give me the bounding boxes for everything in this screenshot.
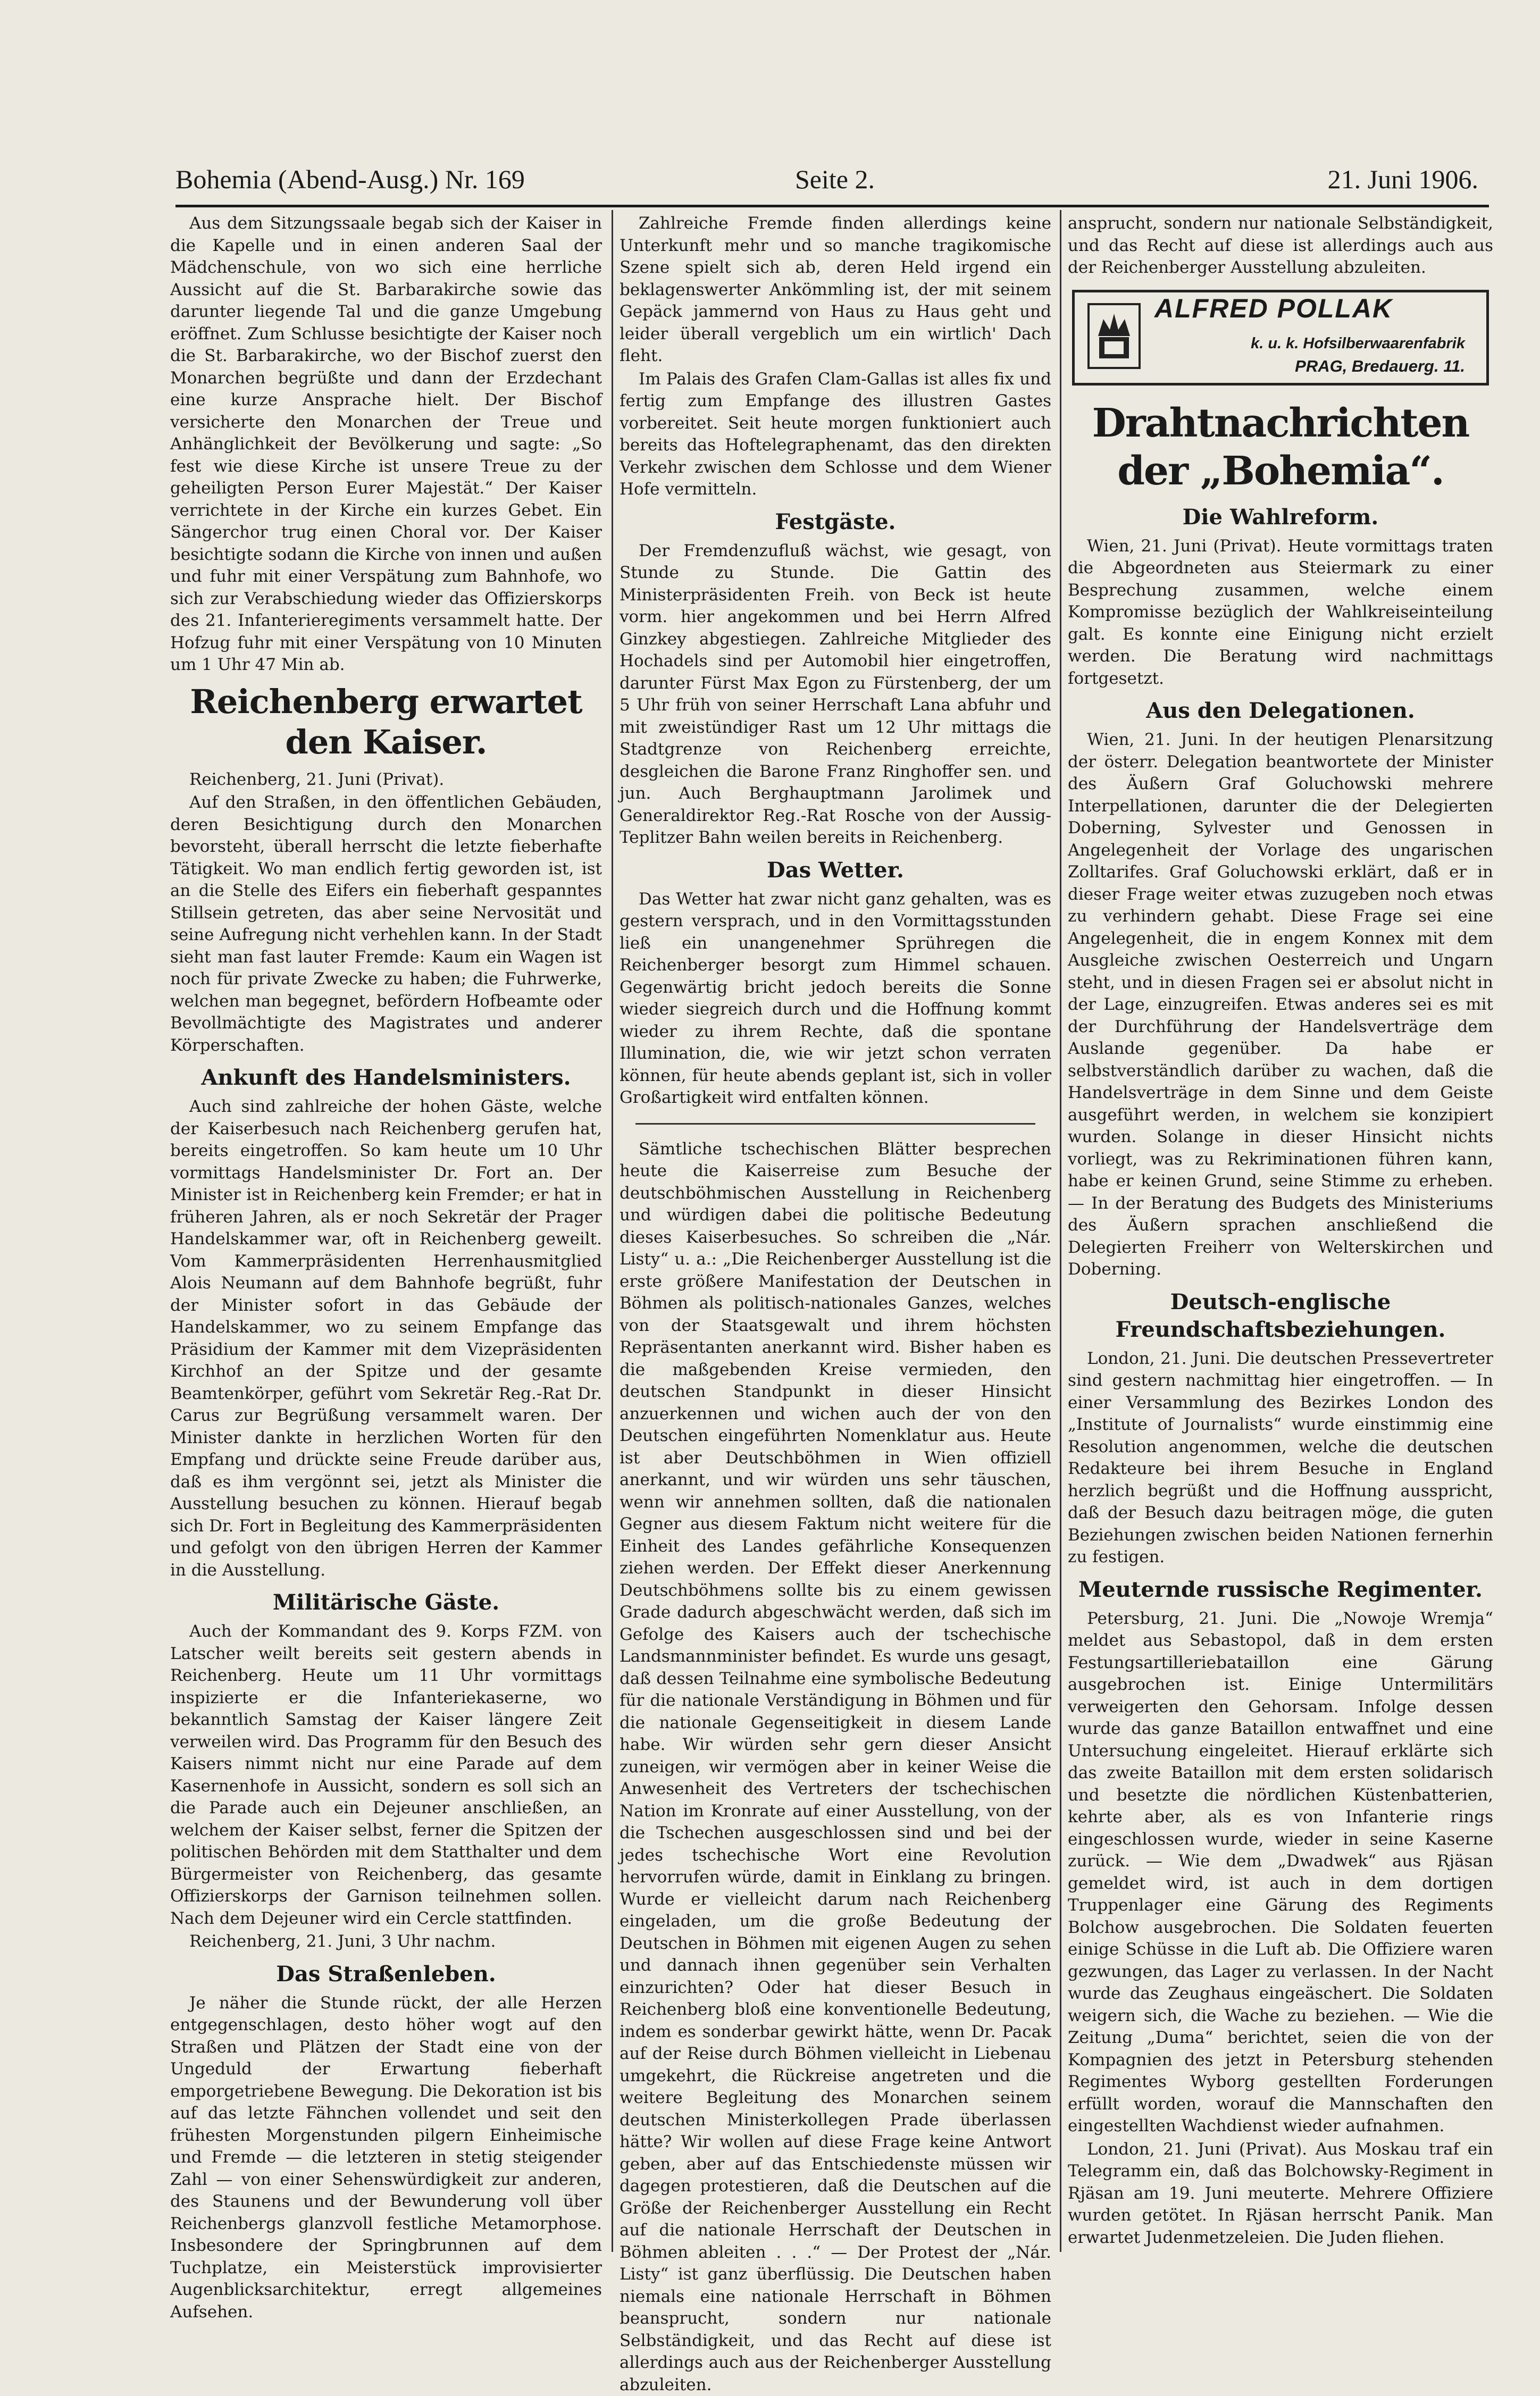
col1-paragraph-3: Auch sind zahlreiche der hohen Gäste, welche der Kaiserbesuch nach Reichenberg gerufen hat, bereits eingetroffen. So kam heute um 10 Uhr vormittags Handelsminister Dr. Fort an. Der Minister ist in Reichenberg kein Fremder; er hat in früheren Jahren, als er noch Sekretär der Prager Handelskammer war, oft in Reichenberg geweilt. Vom Kammerpräsidenten Herrenhausmitglied Alois Neumann auf dem Bahnhofe begrüßt, fuhr der Minister sofort in das Gebäude der Handelskammer, wo zu seinem Empfange das Präsidium der Kammer mit dem Vizepräsidenten Kirchhof an der Spitze und der gesamte Beamtenkörper, geführt vom Sekretär Reg.-Rat Dr. Carus zur Begrüßung versammelt waren. Der Minister dankte in herzlichen Worten für den Empfang und drückte seine Freude darüber aus, daß es ihm vergönnt sei, jetzt als Minister die Ausstellung besuchen zu können. Hierauf begab sich Dr. Fort in Begleitung des Kammerpräsidenten und gefolgt von den übrigen Herren der Kammer in die Ausstellung.	[170, 1096, 602, 1581]
section-heading-festgaeste: Festgäste.	[620, 508, 1051, 536]
section-divider	[635, 1123, 1035, 1125]
section-heading-handelsminister: Ankunft des Handelsministers.	[170, 1064, 602, 1092]
column-3	[1068, 213, 1493, 2255]
advertisement-box	[1072, 290, 1489, 386]
advertiser-address: PRAG, Bredauerg. 11.	[1295, 355, 1465, 378]
section-heading-wetter: Das Wetter.	[620, 857, 1051, 884]
col2-paragraph-4: Das Wetter hat zwar nicht ganz gehalten, was es gestern versprach, und in den Vormittagsstunden ließ ein unangenehmer Sprühregen die Reichenberger besorgt zum Himmel schauen. Gegenwärtig bricht jedoch bereits die Sonne wieder siegreich durch und die Hoffnung kommt wieder zu ihrem Rechte, daß die spontane Illumination, die, wie wir jetzt schon verraten können, für heute abends geplant ist, sich in voller Großartigkeit wird entfalten können.	[620, 889, 1051, 1109]
column-rule-2	[1060, 210, 1061, 2252]
col2-paragraph-5: Sämtliche tschechischen Blätter besprechen heute die Kaiserreise zum Besuche der deutschböhmischen Ausstellung in Reichenberg und würdigen dabei die politische Bedeutung dieses Kaiserbesuches. So schreiben die „Nár. Listy“ u. a.: „Die Reichenberger Ausstellung ist die erste größere Manifestation der Deutschen in Böhmen als politisch-nationales Ganzes, welches von der Staatsgewalt und ihrem höchsten Repräsentanten anerkannt wird. Bisher haben es die maßgebenden Kreise vermieden, den deutschen Standpunkt in dieser Hinsicht anzuerkennen und wichen auch der von den Deutschen eingeführten Nomenklatur aus. Heute ist aber Deutschböhmen in Wien offiziell anerkannt, und wir würden uns sehr täuschen, wenn wir annehmen sollten, daß die nationalen Gegner aus diesem Faktum nicht weitere für die Einheit des Landes gefährliche Konsequenzen ziehen werden. Der Effekt dieser Anerkennung Deutschböhmens sollte bis zu einem gewissen Grade dadurch abgeschwächt werden, daß sich im Gefolge des Kaisers auch der tschechische Landsmannminister befindet. Es wurde uns gesagt, daß dessen Teilnahme eine symbolische Bedeutung für die nationale Verständigung in Böhmen und für die nationale Gegenseitigkeit in diesem Lande habe. Wir würden sehr gern dieser Ansicht zuneigen, wir vermögen aber in keiner Weise die Anwesenheit des Vertreters der tschechischen Nation im Kronrate auf einer Ausstellung, von der die Tschechen ausgeschlossen sind und bei der jedes tschechische Wort eine Revolution hervorrufen würde, damit in Einklang zu bringen. Wurde er vielleicht darum nach Reichenberg eingeladen, um die große Bedeutung der Deutschen in Böhmen mit eigenen Augen zu sehen und dannach ihnen gegenüber sein Verhalten einzurichten? Oder hat dieser Besuch in Reichenberg bloß eine konventionelle Bedeutung, indem es sonderbar gewirkt hätte, wenn Dr. Pacak auf der Reise durch Böhmen vielleicht in Liebenau umgekehrt, die Rückreise angetreten und die weitere Begleitung des Monarchen seinem deutschen Ministerkollegen Prade überlassen hätte? Wir wollen auf diese Frage keine Antwort geben, aber auf das Entschiedenste müssen wir dagegen protestieren, daß die Deutschen auf die Größe der Reichenberger Ausstellung ein Recht auf die nationale Herrschaft der Deutschen in Böhmen ableiten . . .“ — Der Protest der „Nár. Listy“ ist ganz überflüssig. Die Deutschen haben niemals eine nationale Herrschaft in Böhmen beansprucht, sondern nur nationale Selbständigkeit, und das Recht auf diese ist allerdings auch aus der Reichenberger Ausstellung abzuleiten.	[620, 1138, 1051, 2396]
section-heading-regimenter: Meuternde russische Regimenter.	[1068, 1576, 1493, 1604]
col3-paragraph-3: Wien, 21. Juni. In der heutigen Plenarsitzung der österr. Delegation beantwortete der Minister des Äußern Graf Goluchowski mehrere Interpellationen, darunter die der Delegierten Doberning, Sylvester und Genossen in Angelegenheit der Vorlage des ungarischen Zolltarifes. Graf Goluchowski erklärt, daß er in dieser Frage weiter etwas zuzugeben noch etwas zu verhindern gehabt. Diese Frage sei eine Angelegenheit, die in engem Konnex mit dem Ausgleiche zwischen Oesterreich und Ungarn steht, und in diesen Fragen sei er absolut nicht in der Lage, einzugreifen. Etwas anderes sei es mit der Durchführung der Handelsverträge dem Auslande gegenüber. Da habe er selbstverständlich darüber zu wachen, daß die Handelsverträge in dem Sinne und dem Geiste ausgeführt werden, in welchem sie konzipiert wurden. Solange in dieser Hinsicht nichts vorliegt, was zu Rekriminationen führen kann, habe er keinen Grund, seine Stimme zu erheben. — In der Beratung des Budgets des Ministeriums des Äußern sprachen anschließend die Delegierten Freiherr von Welterskirchen und Doberning.	[1068, 729, 1493, 1281]
crown-emblem-icon	[1089, 304, 1140, 368]
col2-paragraph-2: Im Palais des Grafen Clam-Gallas ist alles fix und fertig zum Empfange des illustren Gastes vorbereitet. Seit heute morgen funktioniert auch bereits das Hoftelegraphenamt, das den direkten Verkehr zwischen dem Schlosse und dem Wiener Hofe vermitteln.	[620, 368, 1051, 501]
article-heading-reichenberg: Reichenberg erwartet den Kaiser.	[170, 682, 602, 763]
col2-paragraph-3: Der Fremdenzufluß wächst, wie gesagt, von Stunde zu Stunde. Die Gattin des Ministerpräsidenten Freih. von Beck ist heute vorm. hier angekommen und bei Herrn Alfred Ginzkey abgestiegen. Zahlreiche Mitglieder des Hochadels sind per Automobil hier eingetroffen, darunter Fürst Max Egon zu Fürstenberg, der um 5 Uhr früh von seiner Herrschaft Lana abfuhr und mit zweistündiger Rast um 12 Uhr mittags die Stadtgrenze von Reichenberg erreichte, desgleichen die Barone Franz Ringhoffer sen. und jun. Auch Berghauptmann Jarolimek und Generaldirektor Reg.-Rat Rosche von der Aussig-Teplitzer Bahn weilen bereits in Reichenberg.	[620, 540, 1051, 849]
page-header	[175, 160, 1484, 197]
col1-paragraph-1: Aus dem Sitzungssaale begab sich der Kaiser in die Kapelle und in einen anderen Saal der Mädchenschule, von wo sich eine herrliche Aussicht auf die St. Barbarakirche sowie das darunter liegende Tal und die ganze Umgebung eröffnet. Zum Schlusse besichtigte der Kaiser noch die St. Barbarakirche, wo der Bischof zuerst den Monarchen begrüßte und dann der Erzdechant eine kurze Ansprache hielt. Der Bischof versicherte den Monarchen der Treue und Anhänglichkeit der Bevölkerung und sagte: „So fest wie diese Kirche ist unsere Treue zu der geheiligten Person Eurer Majestät.“ Der Kaiser verrichtete in der Kirche ein kurzes Gebet. Ein Sängerchor trug einen Choral vor. Der Kaiser besichtigte sodann die Kirche von innen und außen und fuhr mit einer Verspätung zum Bahnhofe, wo sich zur Verabschiedung wieder das Offizierskorps des 21. Infanterieregiments versammelt hatte. Der Hofzug fuhr mit einer Verspätung von 10 Minuten um 1 Uhr 47 Min ab.	[170, 213, 602, 676]
advertiser-name: ALFRED POLLAK	[1154, 298, 1393, 320]
advertiser-business: k. u. k. Hofsilberwaarenfabrik	[1251, 333, 1465, 355]
section-heading-wahlreform: Die Wahlreform.	[1068, 504, 1493, 531]
col3-paragraph-6: London, 21. Juni (Privat). Aus Moskau traf ein Telegramm ein, daß das Bolchowsky-Regiment in Rjäsan am 19. Juni meuterte. Mehrere Offiziere wurden getötet. In Rjäsan herrscht Panik. Man erwartet Judenmetzeleien. Die Juden fliehen.	[1068, 2139, 1493, 2249]
col3-paragraph-5: Petersburg, 21. Juni. Die „Nowoje Wremja“ meldet aus Sebastopol, daß in dem ersten Festungsartilleriebataillon eine Gärung ausgebrochen ist. Einige Untermilitärs verweigerten den Gehorsam. Infolge dessen wurde das ganze Bataillon entwaffnet und eine Untersuchung eingeleitet. Hierauf erklärte sich das zweite Bataillon mit dem ersten solidarisch und besetzte die nördlichen Küstenbatterien, kehrte aber, als es von Infanterie rings eingeschlossen wurde, wieder in seine Kaserne zurück. — Wie dem „Dwadwek“ aus Rjäsan gemeldet wird, ist auch in dem dortigen Truppenlager eine Gärung des Regiments Bolchow ausgebrochen. Die Soldaten feuerten einige Schüsse in die Luft ab. Die Offiziere waren gezwungen, das Lager zu verlassen. In der Nacht wurde das Zeughaus eingeäschert. Die Soldaten weigern sich, die Wache zu beziehen. — Wie die Zeitung „Duma“ berichtet, seien die von der Kompagnien des jetzt in Petersburg stehenden Regimentes Wyborg gestellten Forderungen erfüllt worden, worauf die Mannschaften den eingestellten Wachdienst wieder aufnahmen.	[1068, 1608, 1493, 2138]
column-2	[620, 213, 1051, 2255]
telegram-section-title: Drahtnachrichten der „Bohemia“.	[1068, 399, 1493, 495]
dateline: Reichenberg, 21. Juni (Privat).	[170, 769, 602, 791]
col1-paragraph-5: Je näher die Stunde rückt, der alle Herzen entgegenschlagen, desto höher wogt auf den Straßen und Plätzen der Stadt eine von der Ungeduld der Erwartung fieberhaft emporgetriebene Bewegung. Die Dekoration ist bis auf das letzte Fähnchen vollendet und seit den frühesten Morgenstunden pilgern Einheimische und Fremde — die letzteren in stetig steigender Zahl — von einer Sehenswürdigkeit zur anderen, des Staunens und der Bewunderung voll über Reichenbergs glanzvoll festliche Metamorphose. Insbesondere der Springbrunnen auf dem Tuchplatze, ein Meisterstück improvisierter Augenblicksarchitektur, erregt allgemeines Aufsehen.	[170, 1992, 602, 2324]
col2-paragraph-1: Zahlreiche Fremde finden allerdings keine Unterkunft mehr und so manche tragikomische Szene spielt sich ab, deren Held irgend ein beklagenswerter Ankömmling ist, der mit seinem Gepäck jammernd von Haus zu Haus geht und leider überall vergeblich um ein wirtlich' Dach fleht.	[620, 213, 1051, 367]
section-heading-militaer: Militärische Gäste.	[170, 1589, 602, 1616]
column-rule-1	[612, 210, 613, 2252]
section-heading-delegationen: Aus den Delegationen.	[1068, 697, 1493, 725]
section-heading-freundschaft: Deutsch-englische Freundschaftsbeziehungen.	[1068, 1288, 1493, 1344]
col3-paragraph-4: London, 21. Juni. Die deutschen Pressevertreter sind gestern nachmittag hier eingetroffen. — In einer Versammlung des Bezirkes London des „Institute of Journalists“ wurde einstimmig eine Resolution angenommen, welche die deutschen Redakteure bei ihrem Besuche in England herzlich begrüßt und die Hoffnung ausspricht, daß der Besuch dazu beitragen möge, die guten Beziehungen zwischen beiden Nationen fernerhin zu festigen.	[1068, 1348, 1493, 1569]
col1-paragraph-4: Auch der Kommandant des 9. Korps FZM. von Latscher weilt bereits seit gestern abends in Reichenberg. Heute um 11 Uhr vormittags inspizierte er die Infanteriekaserne, wo bekanntlich Samstag der Kaiser längere Zeit verweilen wird. Das Programm für den Besuch des Kaisers nimmt nicht nur eine Parade auf dem Kasernenhofe in Aussicht, sondern es soll sich an die Parade auch ein Dejeuner anschließen, an welchem der Kaiser selbst, ferner die Spitzen der politischen Behörden mit dem Statthalter und dem Bürgermeister von Reichenberg, das gesamte Offizierskorps der Garnison teilnehmen sollen. Nach dem Dejeuner wird ein Cercle stattfinden.	[170, 1621, 602, 1930]
page-number: Seite 2.	[795, 164, 875, 195]
col3-paragraph-cont: ansprucht, sondern nur nationale Selbständigkeit, und das Recht auf diese ist allerdings auch aus der Reichenberger Ausstellung abzuleiten.	[1068, 213, 1493, 279]
issue-date: 21. Juni 1906.	[1328, 164, 1478, 195]
header-rule	[175, 205, 1489, 207]
section-heading-strassenleben: Das Straßenleben.	[170, 1961, 602, 1988]
dateline: Reichenberg, 21. Juni, 3 Uhr nachm.	[170, 1931, 602, 1953]
col3-paragraph-2: Wien, 21. Juni (Privat). Heute vormittags traten die Abgeordneten aus Steiermark zu einer Besprechung zusammen, welche einem Kompromisse bezüglich der Wahlkreiseinteilung galt. Es konnte eine Einigung nicht erzielt werden. Die Beratung wird nachmittags fortgesetzt.	[1068, 535, 1493, 690]
col1-paragraph-2: Auf den Straßen, in den öffentlichen Gebäuden, deren Besichtigung durch den Monarchen bevorsteht, überall herrscht die letzte fieberhafte Tätigkeit. Wo man endlich fertig geworden ist, ist an die Stelle des Eifers ein fieberhaft gespanntes Stillsein getreten, das aber seine Nervosität und seine Aufregung nicht verhehlen kann. In der Stadt sieht man fast lauter Fremde: Kaum ein Wagen ist noch für private Zwecke zu haben; die Fuhrwerke, welchen man begegnet, befördern Hofbeamte oder Bevollmächtigte des Magistrates und anderer Körperschaften.	[170, 792, 602, 1057]
column-1	[170, 213, 602, 2255]
publication-title: Bohemia (Abend-Ausg.) Nr. 169	[175, 164, 525, 195]
